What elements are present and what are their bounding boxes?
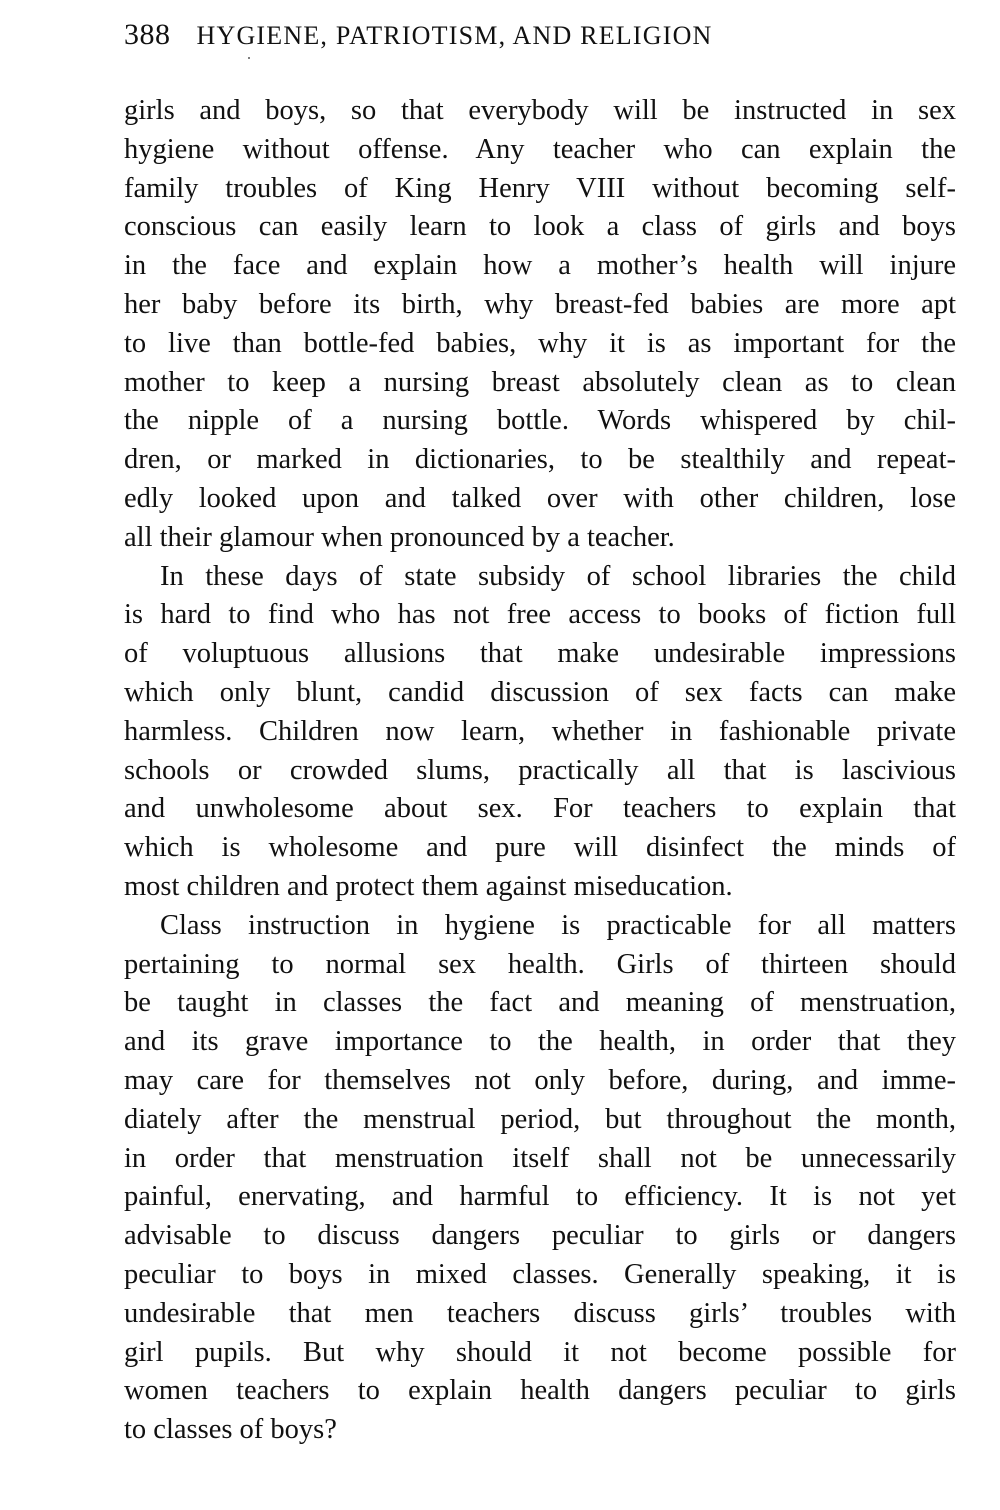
text-line: to classes of boys? xyxy=(124,1414,337,1446)
text-line: girl pupils. But why should it not become possible for xyxy=(124,1336,956,1368)
text-line: which only blunt, candid discussion of sex facts can make xyxy=(124,676,956,708)
text-line: most children and protect them against miseducation. xyxy=(124,870,733,902)
text-line: girls and boys, so that everybody will be instructed in sex xyxy=(124,95,956,126)
text-line: to live than bottle-fed babies, why it is as important for the xyxy=(124,327,956,359)
text-line: pertaining to normal sex health. Girls of thirteen should xyxy=(124,948,956,980)
text-line: and its grave importance to the health, in order that they xyxy=(124,1026,956,1058)
text-line: in the face and explain how a mother’s health will injure xyxy=(124,250,956,282)
text-line: painful, enervating, and harmful to efficiency. It is not yet xyxy=(124,1181,956,1213)
text-line: advisable to discuss dangers peculiar to girls or dangers xyxy=(124,1220,956,1252)
page-number: 388 xyxy=(124,18,171,51)
text-line: diately after the menstrual period, but throughout the month, xyxy=(124,1103,956,1135)
text-line: Class instruction in hygiene is practicable for all matters xyxy=(160,909,956,941)
paragraph-2 xyxy=(124,558,956,907)
text-line: her baby before its birth, why breast-fed babies are more apt xyxy=(124,288,956,320)
text-line: undesirable that men teachers discuss girls’ troubles with xyxy=(124,1297,956,1329)
text-line: all their glamour when pronounced by a teacher. xyxy=(124,521,675,553)
text-line: harmless. Children now learn, whether in fashionable private xyxy=(124,715,956,747)
text-line: is hard to find who has not free access to books of fiction full xyxy=(124,599,956,631)
text-line: the nipple of a nursing bottle. Words whispered by chil- xyxy=(124,405,956,437)
text-line: be taught in classes the fact and meaning of menstruation, xyxy=(124,987,956,1019)
book-page xyxy=(124,18,956,1450)
text-line: dren, or marked in dictionaries, to be stealthily and repeat- xyxy=(124,444,956,476)
text-line: of voluptuous allusions that make undesirable impressions xyxy=(124,638,956,670)
text-line: and unwholesome about sex. For teachers to explain that xyxy=(124,793,956,825)
text-line: which is wholesome and pure will disinfect the minds of xyxy=(124,832,956,864)
text-line: In these days of state subsidy of school libraries the child xyxy=(160,560,956,592)
paragraph-3 xyxy=(124,907,956,1450)
running-title: HYGIENE, PATRIOTISM, AND RELIGION xyxy=(196,21,713,50)
text-line: mother to keep a nursing breast absolutely clean as to clean xyxy=(124,366,956,398)
text-line: conscious can easily learn to look a class of girls and boys xyxy=(124,211,956,243)
running-head xyxy=(124,18,956,62)
text-line: peculiar to boys in mixed classes. Generally speaking, it is xyxy=(124,1258,956,1290)
text-line: in order that menstruation itself shall not be unnecessarily xyxy=(124,1142,956,1174)
text-line: hygiene without offense. Any teacher who can explain the xyxy=(124,133,956,165)
text-line: schools or crowded slums, practically all that is lascivious xyxy=(124,754,956,786)
text-line: may care for themselves not only before, during, and imme- xyxy=(124,1064,956,1096)
body-text xyxy=(124,92,956,1450)
paragraph-1 xyxy=(124,92,956,558)
text-line: family troubles of King Henry VIII without becoming self- xyxy=(124,172,956,204)
text-line: women teachers to explain health dangers peculiar to girls xyxy=(124,1375,956,1407)
scan-speck xyxy=(248,57,250,59)
text-line: edly looked upon and talked over with other children, lose xyxy=(124,482,956,514)
